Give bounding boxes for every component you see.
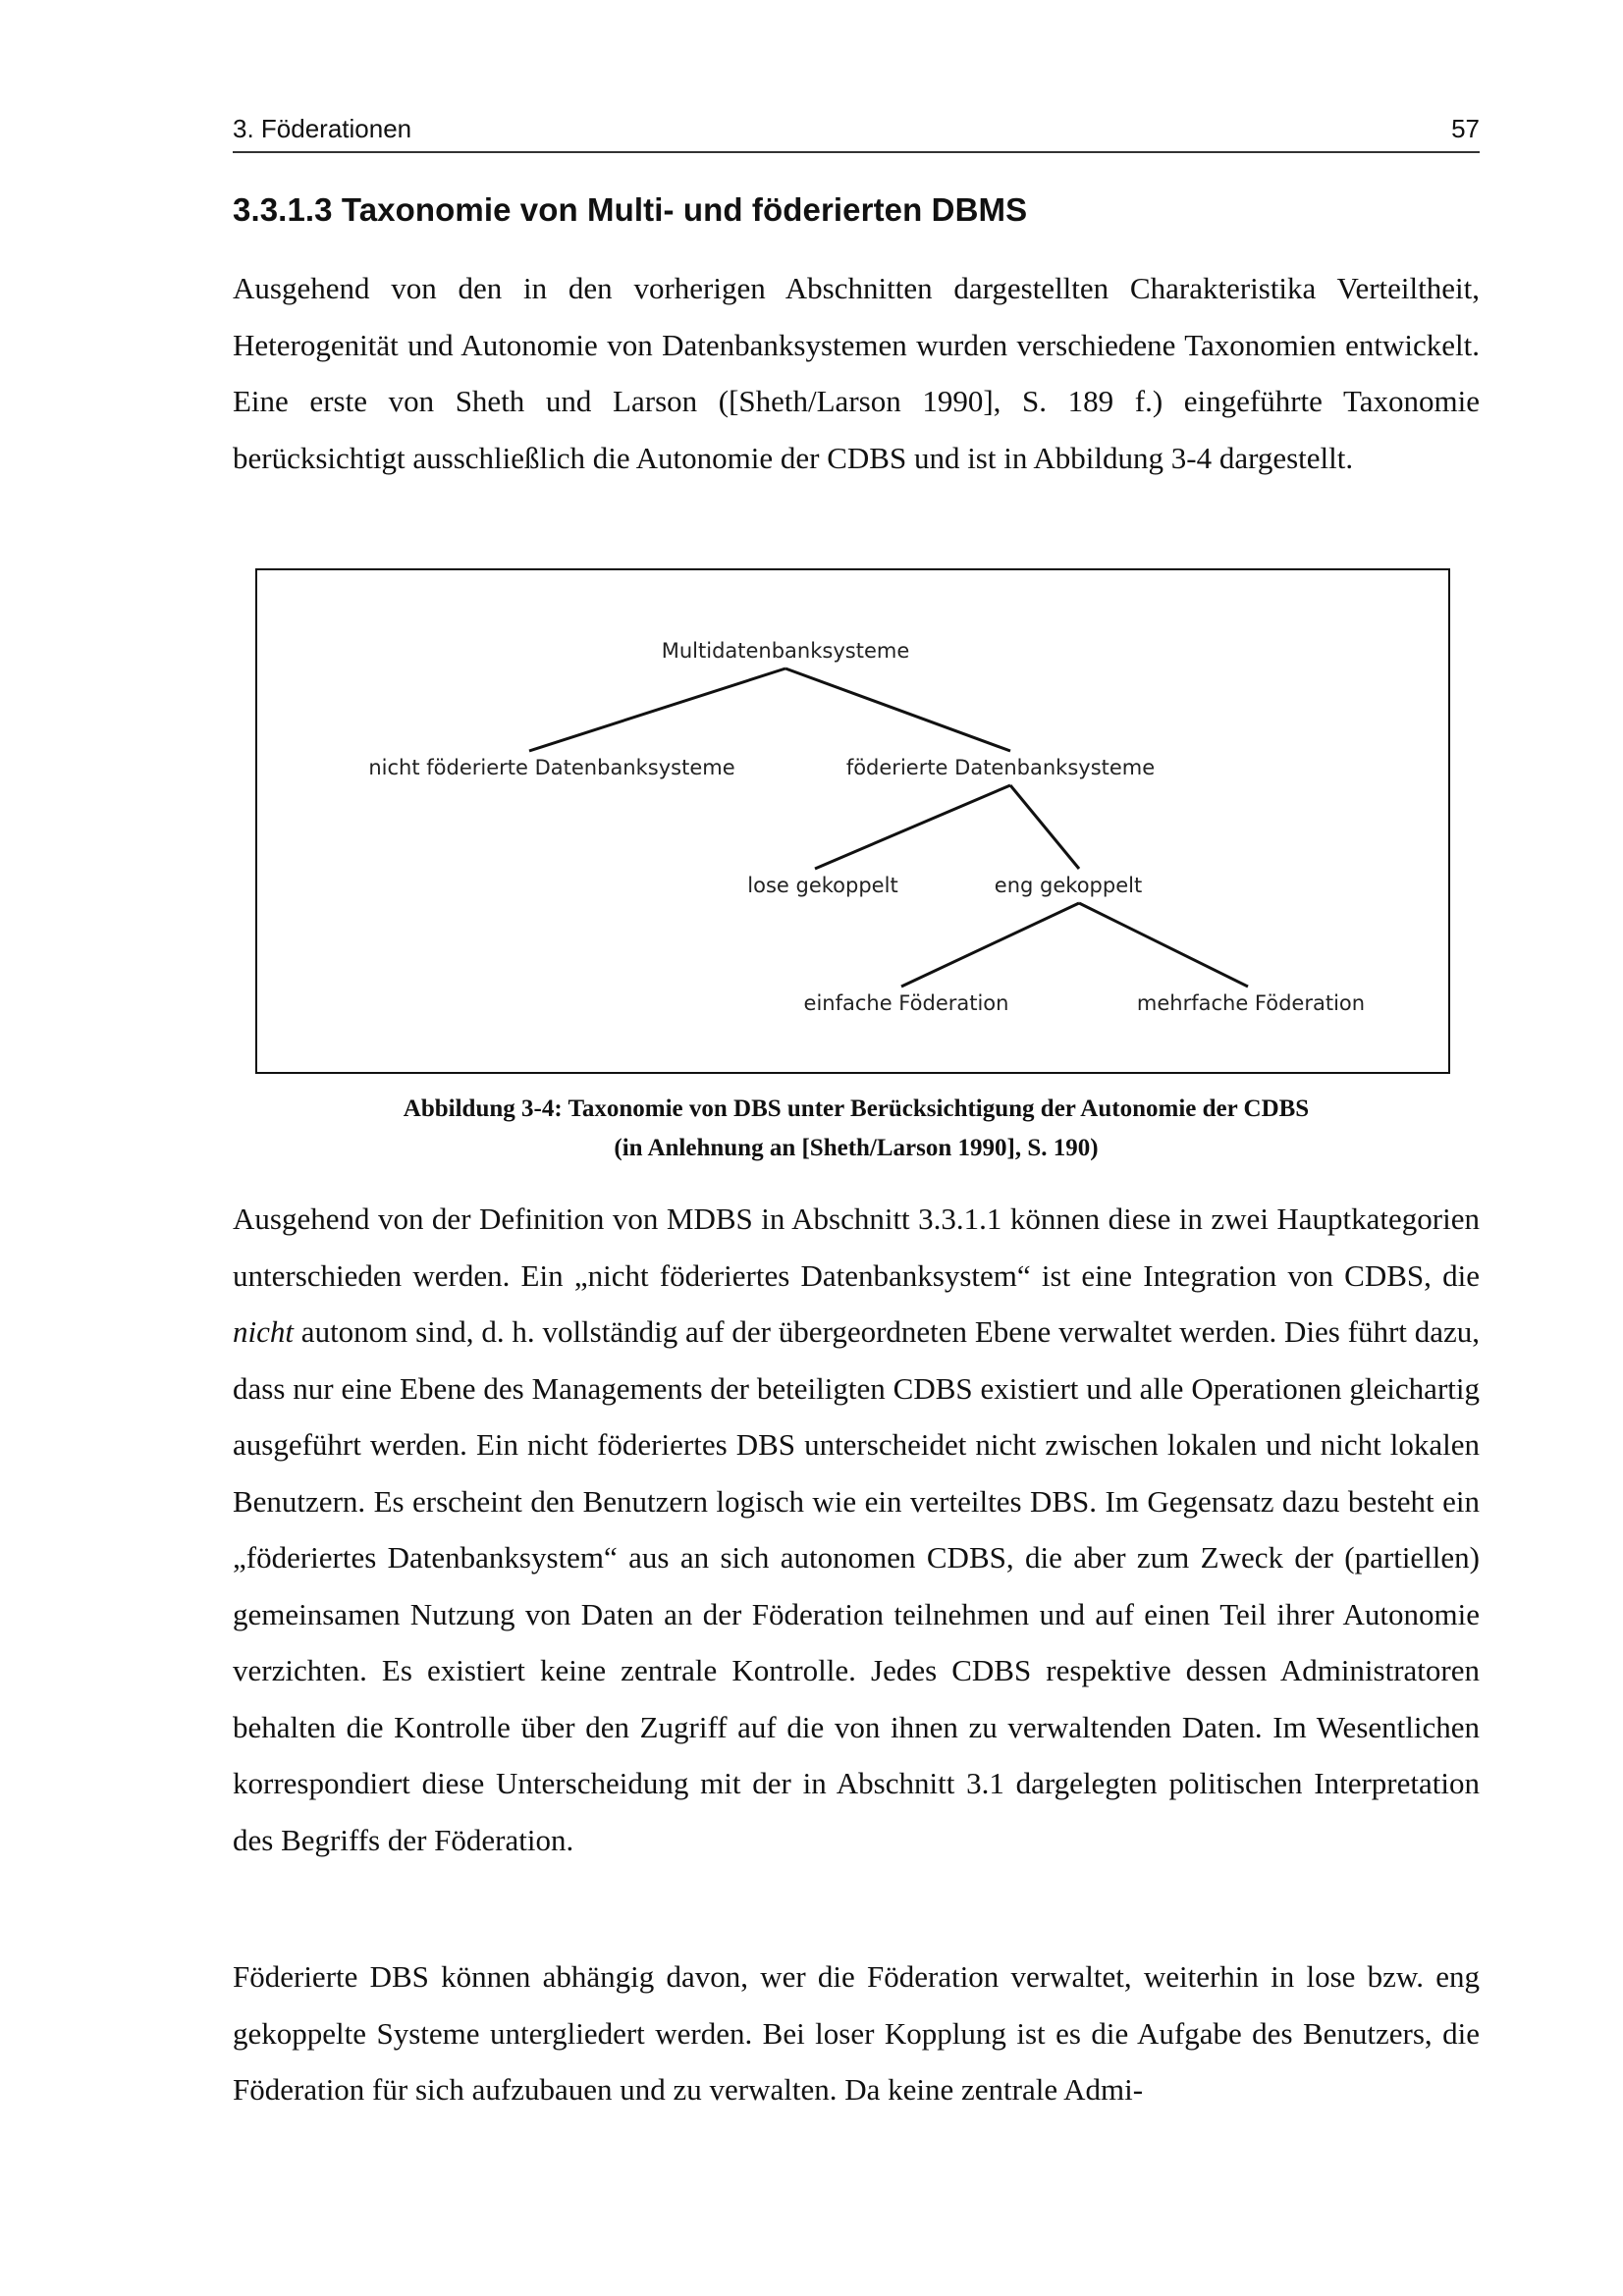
edge-root-federated [785,668,1010,751]
node-tightly-coupled: eng gekoppelt [994,874,1143,897]
tree-edges [529,668,1248,987]
taxonomy-tree [257,570,1448,1072]
edge-federated-tight [1010,785,1079,869]
section-heading: 3.3.1.3 Taxonomie von Multi- und föderierten DBMS [233,191,1028,228]
figure-caption-line2: (in Anlehnung an [Sheth/Larson 1990], S. 190) [614,1135,1099,1161]
chapter-title: 3. Föderationen [233,114,412,143]
edge-root-nonfederated [529,668,785,751]
edge-tight-simple [901,903,1079,987]
node-federated: föderierte Datenbanksysteme [845,756,1156,779]
paragraph-categories-text-1: Ausgehend von der Definition von MDBS in Abschnitt 3.3.1.1 können diese in zwei Hauptkategorien unterschieden werden. Ein „nicht föderiertes Datenbanksystem“ ist eine Integration von CDBS, die [233,1201,1480,1293]
node-multiple-federation: mehrfache Föderation [1136,991,1366,1015]
node-multidatabase-systems: Multidatenbanksysteme [661,639,910,663]
figure-caption-line1: Abbildung 3-4: Taxonomie von DBS unter Berücksichtigung der Autonomie der CDBS [403,1095,1310,1122]
paragraph-categories-text-2: autonom sind, d. h. vollständig auf der übergeordneten Ebene verwaltet werden. Dies führt dazu, dass nur eine Ebene des Managements der beteiligten CDBS existiert und alle Operationen gleichartig ausgeführt werden. Ein nicht föderiertes DBS unterscheidet nicht zwischen lokalen und nicht lokalen Benutzern. Es erscheint den Benutzern logisch wie ein verteiltes DBS. Im Gegensatz dazu besteht ein „föderiertes Datenbanksystem“ aus an sich autonomen CDBS, die aber zum Zweck der (partiellen) gemeinsamen Nutzung von Daten an der Föderation teilnehmen und auf einen Teil ihrer Autonomie verzichten. Es existiert keine zentrale Kontrolle. Jedes CDBS respektive dessen Administratoren behalten die Kontrolle über den Zugriff auf die von ihnen zu verwaltenden Daten. Im Wesentlichen korrespondiert diese Unterscheidung mit der in Abschnitt 3.1 dargelegten politischen Interpretation des Begriffs der Föderation. [233,1314,1480,1857]
node-non-federated: nicht föderierte Datenbanksysteme [368,756,735,779]
edge-federated-loose [815,785,1010,869]
paragraph-coupling: Föderierte DBS können abhängig davon, wer die Föderation verwaltet, weiterhin in lose bzw. eng gekoppelte Systeme untergliedert werden. Bei loser Kopplung ist es die Aufgabe des Benutzers, die Föderation für sich aufzubauen und zu verwalten. Da keine zentrale Admi- [233,1959,1480,2107]
node-simple-federation: einfache Föderation [803,991,1009,1015]
node-loosely-coupled: lose gekoppelt [747,874,898,897]
paragraph-intro: Ausgehend von den in den vorherigen Abschnitten dargestellten Charakteristika Verteiltheit, Heterogenität und Autonomie von Datenbanksystemen wurden verschiedene Taxonomien entwickelt. Eine erste von Sheth und Larson ([Sheth/Larson 1990], S. 189 f.) eingeführte Taxonomie berücksichtigt ausschließlich die Autonomie der CDBS und ist in Abbildung 3-4 dargestellt. [233,271,1480,475]
edge-tight-multiple [1079,903,1248,987]
paragraph-categories [233,1191,1480,1868]
page-number: 57 [1451,114,1480,143]
running-header [233,110,1480,153]
emphasis-nicht: nicht [233,1314,294,1349]
taxonomy-figure [255,568,1450,1074]
